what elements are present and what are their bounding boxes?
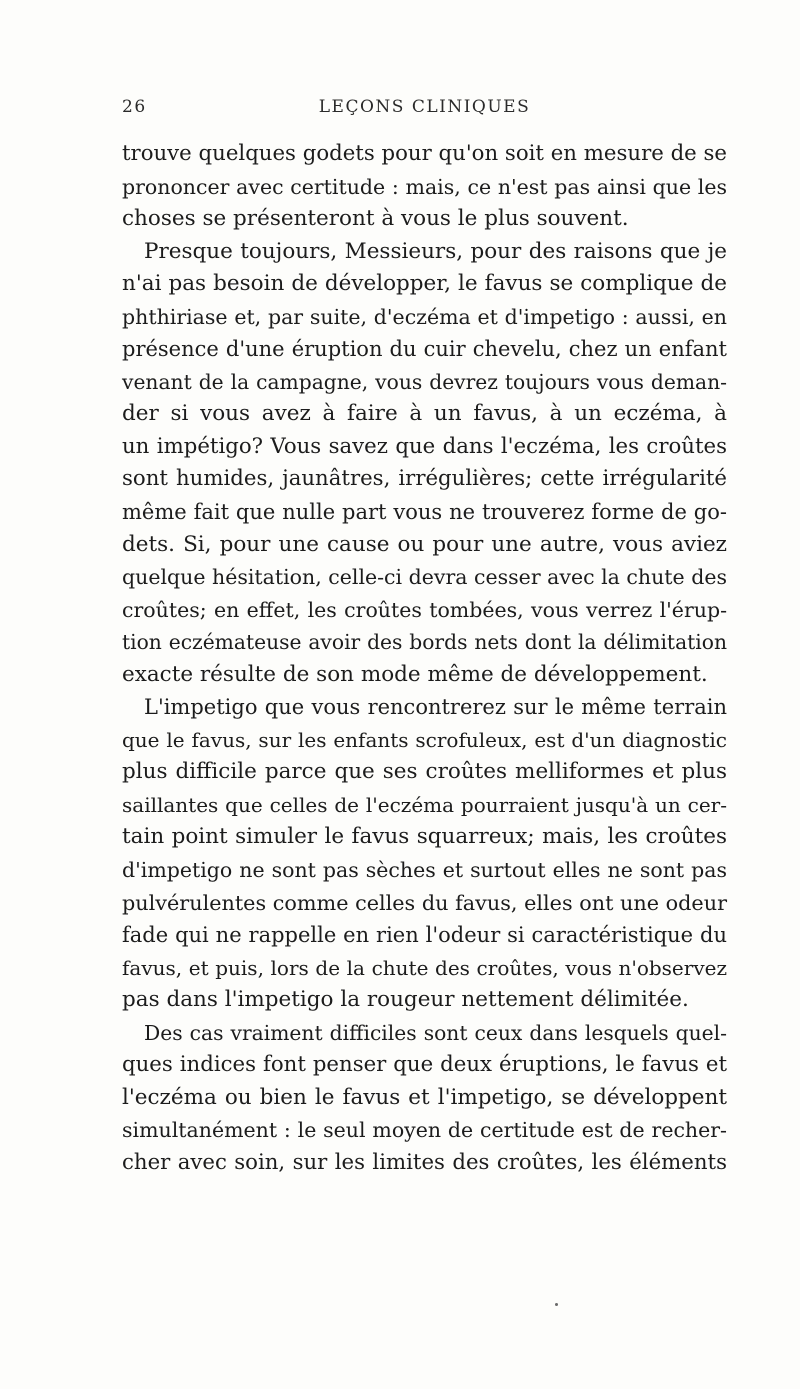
text-line: Presque toujours, Messieurs, pour des raisons que je <box>144 238 727 264</box>
text-line: phthiriase et, par suite, d'eczéma et d'impetigo : aussi, en <box>122 304 727 329</box>
text-line: plus difficile parce que ses croûtes melliformes et plus <box>122 759 727 785</box>
text-line: saillantes que celles de l'eczéma pourraient jusqu'à un cer- <box>122 792 727 817</box>
page-header <box>122 97 727 123</box>
text-line: der si vous avez à faire à un favus, à un eczéma, à <box>122 401 727 427</box>
text-line: venant de la campagne, vous devrez toujours vous deman- <box>122 369 727 394</box>
text-line: pulvérulentes comme celles du favus, elles ont une odeur <box>122 890 727 915</box>
text-line: n'ai pas besoin de développer, le favus se complique de <box>122 271 727 297</box>
text-line: même fait que nulle part vous ne trouverez forme de go- <box>122 500 727 525</box>
text-line: pas dans l'impetigo la rougeur nettement délimitée. <box>122 987 689 1013</box>
text-line: l'eczéma ou bien le favus et l'impetigo, se développent <box>122 1084 727 1110</box>
text-line: ques indices font penser que deux éruptions, le favus et <box>122 1052 727 1078</box>
running-title: LEÇONS CLINIQUES <box>318 97 531 117</box>
text-line: tain point simuler le favus squarreux; mais, les croûtes <box>122 824 727 850</box>
text-line: L'impetigo que vous rencontrerez sur le même terrain <box>144 695 727 720</box>
text-line: fade qui ne rappelle en rien l'odeur si caractéristique du <box>122 923 727 948</box>
text-line: quelque hésitation, celle-ci devra cesser avec la chute des <box>122 565 727 590</box>
page-number: 26 <box>122 97 147 117</box>
text-line: choses se présenteront à vous le plus souvent. <box>122 206 629 232</box>
text-line: tion eczémateuse avoir des bords nets dont la délimitation <box>122 630 727 655</box>
page-speck <box>555 1303 558 1306</box>
text-line: Des cas vraiment difficiles sont ceux dans lesquels quel- <box>144 1020 727 1045</box>
text-line: trouve quelques godets pour qu'on soit en mesure de se <box>122 141 727 166</box>
text-line: d'impetigo ne sont pas sèches et surtout elles ne sont pas <box>122 858 727 883</box>
text-line: présence d'une éruption du cuir chevelu, chez un enfant <box>122 337 727 362</box>
text-line: dets. Si, pour une cause ou pour une autre, vous aviez <box>122 531 727 557</box>
body-text <box>122 138 727 1180</box>
text-line: que le favus, sur les enfants scrofuleux, est d'un diagnostic <box>122 727 727 752</box>
text-line: un impétigo? Vous savez que dans l'eczéma, les croûtes <box>122 433 727 459</box>
text-line: simultanément : le seul moyen de certitude est de recher- <box>122 1118 727 1143</box>
text-line: croûtes; en effet, les croûtes tombées, vous verrez l'érup- <box>122 597 727 622</box>
text-line: prononcer avec certitude : mais, ce n'est pas ainsi que les <box>122 174 727 199</box>
text-line: exacte résulte de son mode même de développement. <box>122 661 708 687</box>
text-line: cher avec soin, sur les limites des croûtes, les éléments <box>122 1149 727 1175</box>
text-line: sont humides, jaunâtres, irrégulières; cette irrégularité <box>122 466 727 492</box>
text-line: favus, et puis, lors de la chute des croûtes, vous n'observez <box>122 955 727 980</box>
